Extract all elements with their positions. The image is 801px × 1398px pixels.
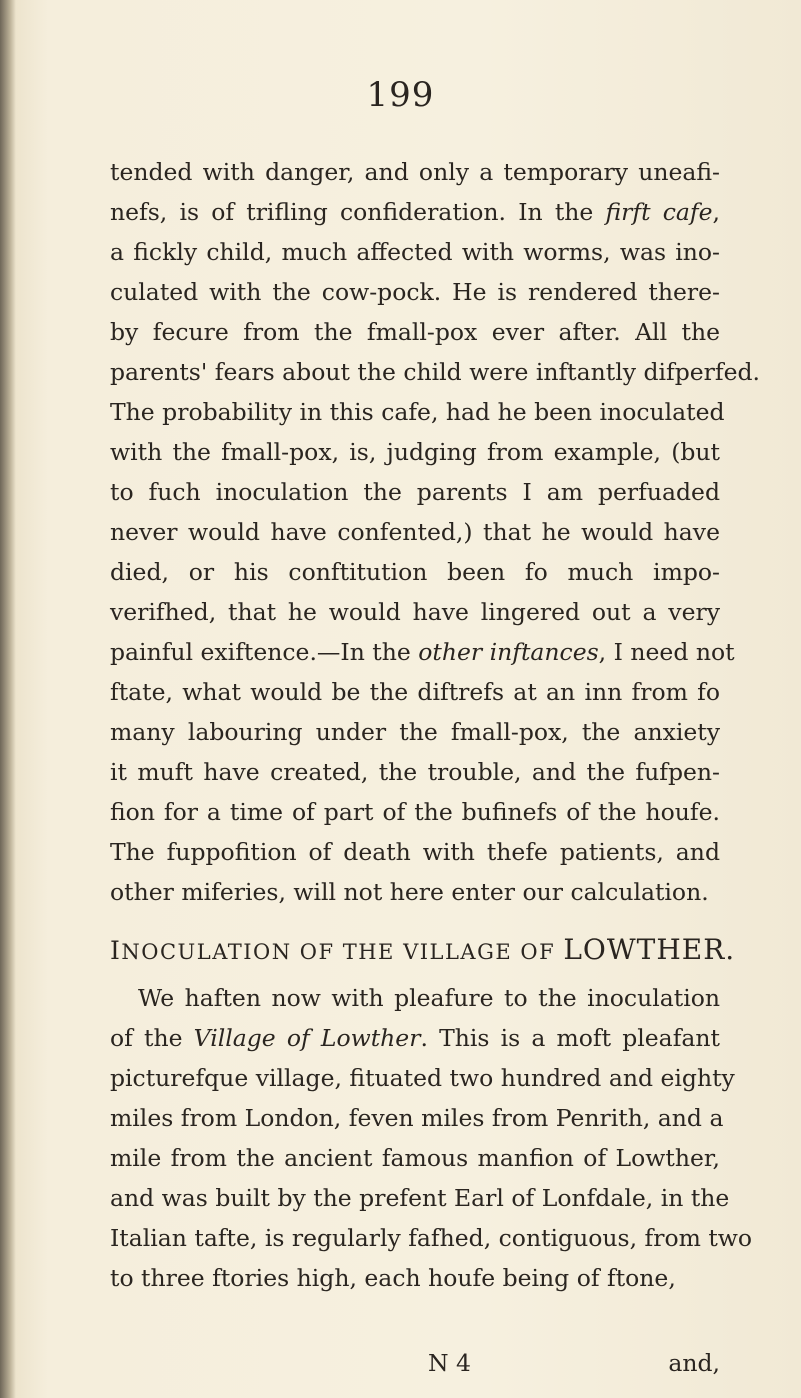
text-line	[110, 978, 720, 1018]
text-run: ftate, what would be the diftrefs at an inn from fo	[110, 678, 720, 706]
heading-initial: I	[110, 936, 122, 965]
text-run: parents' fears about the child were inftantly difperfed.	[110, 358, 761, 386]
text-line	[110, 752, 720, 792]
text-line	[110, 872, 720, 912]
text-line	[110, 712, 720, 752]
text-run: culated with the cow-pock. He is rendered there-	[110, 278, 720, 306]
heading-text: NOCULATION OF THE VILLAGE OF	[121, 940, 564, 964]
text-run: it muft have created, the trouble, and the fufpen-	[110, 758, 720, 786]
text-run: . This is a moft pleafant	[420, 1024, 720, 1052]
italic-phrase: other inftances	[418, 638, 599, 666]
text-run: to three ftories high, each houfe being of ftone,	[110, 1264, 676, 1292]
text-line	[110, 312, 720, 352]
text-run: to fuch inoculation the parents I am perfuaded	[110, 478, 720, 506]
text-run: many labouring under the fmall-pox, the anxiety	[110, 718, 720, 746]
text-line	[110, 1098, 724, 1138]
heading-place: LOWTHER.	[563, 933, 736, 966]
text-line	[110, 392, 725, 432]
text-run: by fecure from the fmall-pox ever after. All the	[110, 318, 720, 346]
text-line	[110, 632, 735, 672]
italic-phrase: Village of Lowther	[193, 1024, 421, 1052]
text-line	[110, 1058, 735, 1098]
text-line	[110, 1258, 720, 1298]
page-gutter-shadow	[0, 0, 16, 1398]
text-run: other miferies, will not here enter our calculation.	[110, 878, 709, 906]
text-run: Italian tafte, is regularly fafhed, contiguous, from two	[110, 1224, 753, 1252]
body-text	[110, 152, 761, 1298]
text-line	[110, 1018, 720, 1058]
text-line	[110, 1178, 730, 1218]
text-run: nefs, is of trifling confideration. In the	[110, 198, 606, 226]
text-run: fion for a time of part of the bufinefs of the houfe.	[110, 798, 720, 826]
text-run: We haften now with pleafure to the inoculation	[138, 984, 720, 1012]
text-run: and was built by the prefent Earl of Lonfdale, in the	[110, 1184, 730, 1212]
text-run: died, or his conftitution been fo much impo-	[110, 558, 720, 586]
text-line	[110, 472, 720, 512]
text-line	[110, 272, 720, 312]
text-line	[110, 192, 720, 232]
text-line	[110, 352, 761, 392]
text-run: , I need not	[598, 638, 735, 666]
text-run: tended with danger, and only a temporary uneafi-	[110, 158, 720, 186]
text-run: The fuppofition of death with thefe patients, and	[110, 838, 720, 866]
text-run: mile from the ancient famous manfion of Lowther,	[110, 1144, 720, 1172]
text-line	[110, 832, 720, 872]
text-line	[110, 672, 720, 712]
text-run: a fickly child, much affected with worms, was ino-	[110, 238, 720, 266]
page-number: 199	[366, 75, 435, 115]
text-line	[110, 232, 720, 272]
text-run: miles from London, feven miles from Penrith, and a	[110, 1104, 724, 1132]
italic-phrase: firft cafe	[605, 198, 713, 226]
text-line	[110, 592, 720, 632]
text-line	[110, 152, 720, 192]
text-run: of the	[110, 1024, 194, 1052]
catchword: and,	[668, 1349, 720, 1377]
text-run: ,	[712, 198, 720, 226]
text-run: painful exiftence.—In the	[110, 638, 419, 666]
text-run: never would have confented,) that he would have	[110, 518, 720, 546]
text-line	[110, 1218, 753, 1258]
text-run: with the fmall-pox, is, judging from example, (but	[110, 438, 720, 466]
text-run: picturefque village, fituated two hundred and eighty	[110, 1064, 735, 1092]
paragraph-lowther-village	[110, 978, 753, 1298]
text-run: The probability in this cafe, had he been inoculated	[110, 398, 725, 426]
signature-mark: N 4	[428, 1349, 471, 1377]
text-line	[110, 432, 720, 472]
text-line	[110, 792, 720, 832]
text-line	[110, 512, 720, 552]
text-line	[110, 552, 720, 592]
paragraph-cowpock-case	[110, 152, 761, 912]
text-line	[110, 1138, 720, 1178]
text-run: verifhed, that he would have lingered out a very	[110, 598, 720, 626]
section-heading	[110, 930, 736, 972]
